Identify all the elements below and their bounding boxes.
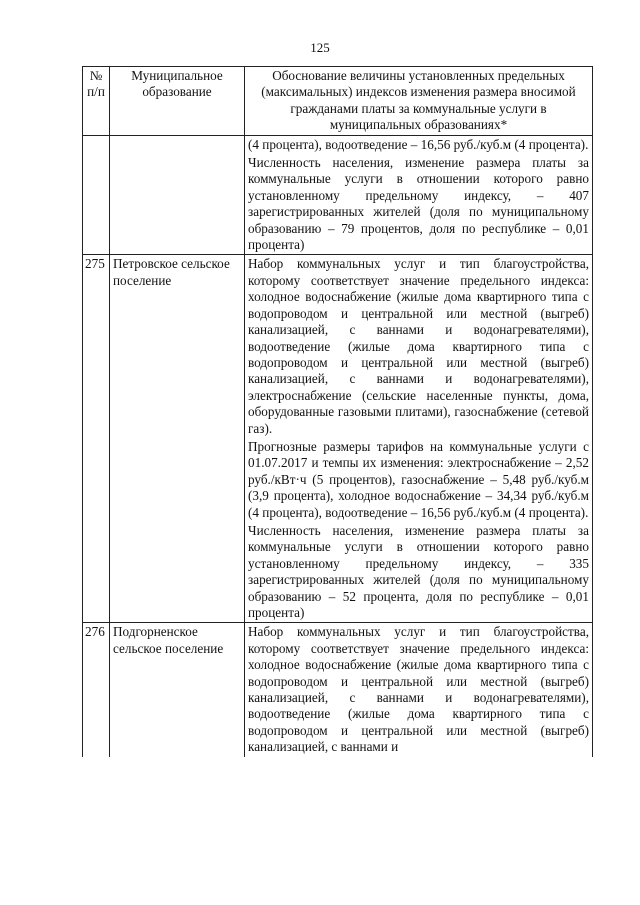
table-row <box>83 623 593 757</box>
row-justification <box>245 255 593 623</box>
justification-paragraph: Численность населения, изменение размера платы за коммунальные услуги в отношении которого равно установленному предельному индексу, – 335 зарегистрированных жителей (доля по муниципальному образованию – 52 процента, доля по республике – 0,01 процента) <box>248 522 589 620</box>
header-justification: Обоснование величины установленных предельных (максимальных) индексов изменения размера вносимой гражданами платы за коммунальные услуги в муниципальных образованиях* <box>245 67 593 136</box>
row-justification <box>245 623 593 757</box>
justification-paragraph: Прогнозные размеры тарифов на коммунальные услуги с 01.07.2017 и темпы их изменения: электроснабжение – 2,52 руб./кВт·ч (5 процентов), газоснабжение – 5,48 руб./куб.м (3,9 процента), холодное водоснабжение – 34,34 руб./куб.м (4 процента), водоотведение – 16,56 руб./куб.м (4 процента). <box>248 438 589 520</box>
header-num: № п/п <box>83 67 110 136</box>
table-row <box>83 135 593 255</box>
justification-paragraph: Численность населения, изменение размера платы за коммунальные услуги в отношении которого равно установленному предельному индексу, – 407 зарегистрированных жителей (доля по муниципальному образованию – 79 процентов, доля по республике – 0,01 процента) <box>248 155 589 253</box>
row-justification <box>245 135 593 255</box>
tariff-table <box>82 66 593 757</box>
row-num: 275 <box>83 255 110 623</box>
justification-paragraph: Набор коммунальных услуг и тип благоустройства, которому соответствует значение предельного индекса: холодное водоснабжение (жилые дома квартирного типа с водопроводом и центральной или местной (выгреб) канализацией, с ваннами и водонагревателями), водоотведение (жилые дома квартирного типа с водопроводом и центральной или местной (выгреб) канализацией, с ваннами и <box>248 624 589 755</box>
justification-paragraph: Набор коммунальных услуг и тип благоустройства, которому соответствует значение предельного индекса: холодное водоснабжение (жилые дома квартирного типа с водопроводом и центральной или местной (выгреб) канализацией, с ваннами и водонагревателями), водоотведение (жилые дома квартирного типа с водопроводом и центральной или местной (выгреб) канализацией, с ваннами и водонагревателями), электроснабжение (сельские населенные пункты, дома, оборудованные газовыми плитами), газоснабжение (сетевой газ). <box>248 256 589 436</box>
table-header-row <box>83 67 593 136</box>
justification-paragraph: (4 процента), водоотведение – 16,56 руб./куб.м (4 процента). <box>248 136 589 152</box>
page-number: 125 <box>310 40 330 55</box>
row-municipality <box>110 135 245 255</box>
header-municipality: Муниципальное образование <box>110 67 245 136</box>
row-num <box>83 135 110 255</box>
row-num: 276 <box>83 623 110 757</box>
table-row <box>83 255 593 623</box>
row-municipality: Петровское сельское поселение <box>110 255 245 623</box>
row-municipality: Подгорненское сельское поселение <box>110 623 245 757</box>
